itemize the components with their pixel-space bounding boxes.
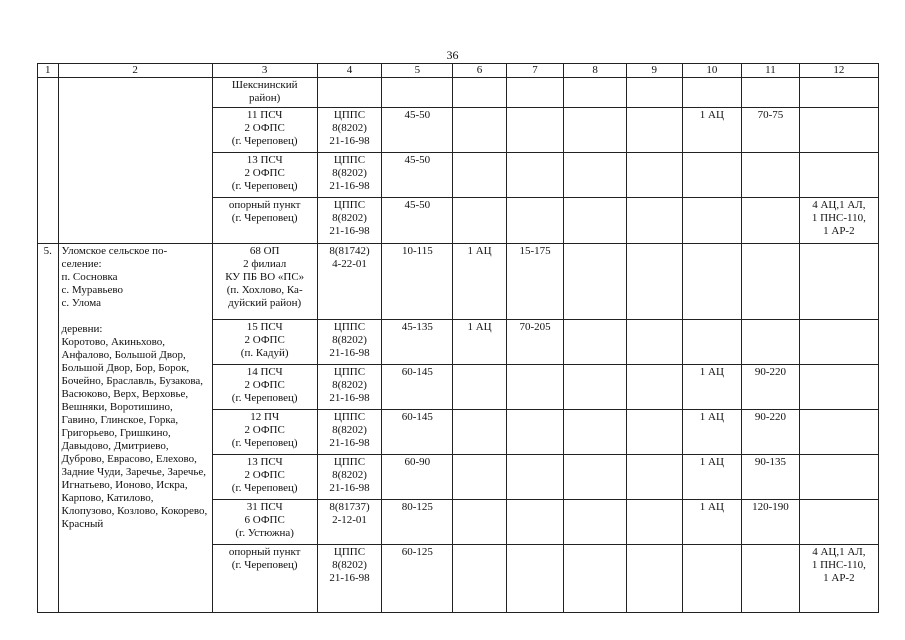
- continuation-settlement-cell: [58, 78, 212, 244]
- time-cell: 90-220: [742, 365, 800, 410]
- time-cell: 90-135: [742, 455, 800, 500]
- villages-heading: деревни:: [61, 323, 103, 335]
- column-number-11: 11: [742, 64, 800, 78]
- page-number: 36: [446, 48, 459, 62]
- equipment-cell: 1 АЦ: [453, 244, 506, 320]
- phone-cell: 8(81742) 4-22-01: [317, 244, 382, 320]
- unit-cell: 68 ОП 2 филиал КУ ПБ ВО «ПС» (п. Хохлово, Ка- дуйский район): [212, 244, 317, 320]
- equipment-cell: 1 АЦ: [682, 365, 742, 410]
- time-cell: 70-205: [506, 320, 564, 365]
- distance-cell: 60-145: [382, 365, 453, 410]
- phone-cell: ЦППС 8(8202) 21-16-98: [317, 545, 382, 613]
- column-number-8: 8: [564, 64, 627, 78]
- column-number-12: 12: [799, 64, 878, 78]
- phone-cell: ЦППС 8(8202) 21-16-98: [317, 410, 382, 455]
- fire-departure-table: [37, 63, 879, 613]
- settlement-description-cell: [58, 244, 212, 613]
- distance-cell: 45-50: [382, 108, 453, 153]
- distance-cell: 60-125: [382, 545, 453, 613]
- villages-list: Коротово, Акиньхово, Анфалово, Большой Двор, Большой Двор, Бор, Борок, Бочейно, Браславль, Бузакова, Васюково, Верх, Верховье, Вешняки, Воротишино, Гавино, Глинское, Горка, Григорьево, Гришкино, Давыдово, Дмитриево, Дуброво, Еврасово, Елехово, Задние Чуди, Заречье, Заречье, Игнатьево, Ионово, Искра, Карпово, Катилово, Клопузово, Козлово, Кокорево, Красный: [61, 336, 208, 530]
- phone-cell: 8(81737) 2-12-01: [317, 500, 382, 545]
- phone-cell: ЦППС 8(8202) 21-16-98: [317, 108, 382, 153]
- column-number-6: 6: [453, 64, 506, 78]
- equipment-cell: 1 АЦ: [682, 500, 742, 545]
- column-number-7: 7: [506, 64, 564, 78]
- phone-cell: ЦППС 8(8202) 21-16-98: [317, 455, 382, 500]
- column-number-3: 3: [212, 64, 317, 78]
- equipment-cell: 1 АЦ: [682, 410, 742, 455]
- time-cell: 120-190: [742, 500, 800, 545]
- unit-cell: 13 ПСЧ 2 ОФПС (г. Череповец): [212, 455, 317, 500]
- district-label: Шекснинский район): [212, 78, 317, 108]
- phone-cell: ЦППС 8(8202) 21-16-98: [317, 153, 382, 198]
- unit-cell: 31 ПСЧ 6 ОФПС (г. Устюжна): [212, 500, 317, 545]
- distance-cell: 45-135: [382, 320, 453, 365]
- time-cell: 70-75: [742, 108, 800, 153]
- reserve-equipment-cell: 4 АЦ,1 АЛ, 1 ПНС-110, 1 АР-2: [799, 198, 878, 244]
- settlement-number: 5.: [38, 244, 59, 613]
- equipment-cell: 1 АЦ: [682, 108, 742, 153]
- unit-cell: 11 ПСЧ 2 ОФПС (г. Череповец): [212, 108, 317, 153]
- unit-cell: опорный пункт (г. Череповец): [212, 545, 317, 613]
- distance-cell: 45-50: [382, 198, 453, 244]
- column-number-4: 4: [317, 64, 382, 78]
- unit-cell: 12 ПЧ 2 ОФПС (г. Череповец): [212, 410, 317, 455]
- phone-cell: ЦППС 8(8202) 21-16-98: [317, 365, 382, 410]
- reserve-equipment-cell: 4 АЦ,1 АЛ, 1 ПНС-110, 1 АР-2: [799, 545, 878, 613]
- settlement-places: п. Сосновка с. Муравьево с. Улома: [61, 271, 124, 309]
- time-cell: 15-175: [506, 244, 564, 320]
- continuation-number-cell: [38, 78, 59, 244]
- settlement-title: Уломское сельское по- селение:: [61, 245, 168, 270]
- distance-cell: 80-125: [382, 500, 453, 545]
- distance-cell: 45-50: [382, 153, 453, 198]
- phone-cell: ЦППС 8(8202) 21-16-98: [317, 198, 382, 244]
- distance-cell: 10-115: [382, 244, 453, 320]
- unit-cell: 14 ПСЧ 2 ОФПС (г. Череповец): [212, 365, 317, 410]
- unit-cell: 13 ПСЧ 2 ОФПС (г. Череповец): [212, 153, 317, 198]
- unit-cell: 15 ПСЧ 2 ОФПС (п. Кадуй): [212, 320, 317, 365]
- column-number-5: 5: [382, 64, 453, 78]
- table-row: [38, 244, 879, 320]
- distance-cell: 60-90: [382, 455, 453, 500]
- distance-cell: 60-145: [382, 410, 453, 455]
- phone-cell: ЦППС 8(8202) 21-16-98: [317, 320, 382, 365]
- table-row-district-label: [38, 78, 879, 108]
- equipment-cell: 1 АЦ: [453, 320, 506, 365]
- column-number-9: 9: [627, 64, 683, 78]
- column-number-1: 1: [38, 64, 59, 78]
- time-cell: 90-220: [742, 410, 800, 455]
- column-number-2: 2: [58, 64, 212, 78]
- column-number-row: [38, 64, 879, 78]
- unit-cell: опорный пункт (г. Череповец): [212, 198, 317, 244]
- column-number-10: 10: [682, 64, 742, 78]
- equipment-cell: 1 АЦ: [682, 455, 742, 500]
